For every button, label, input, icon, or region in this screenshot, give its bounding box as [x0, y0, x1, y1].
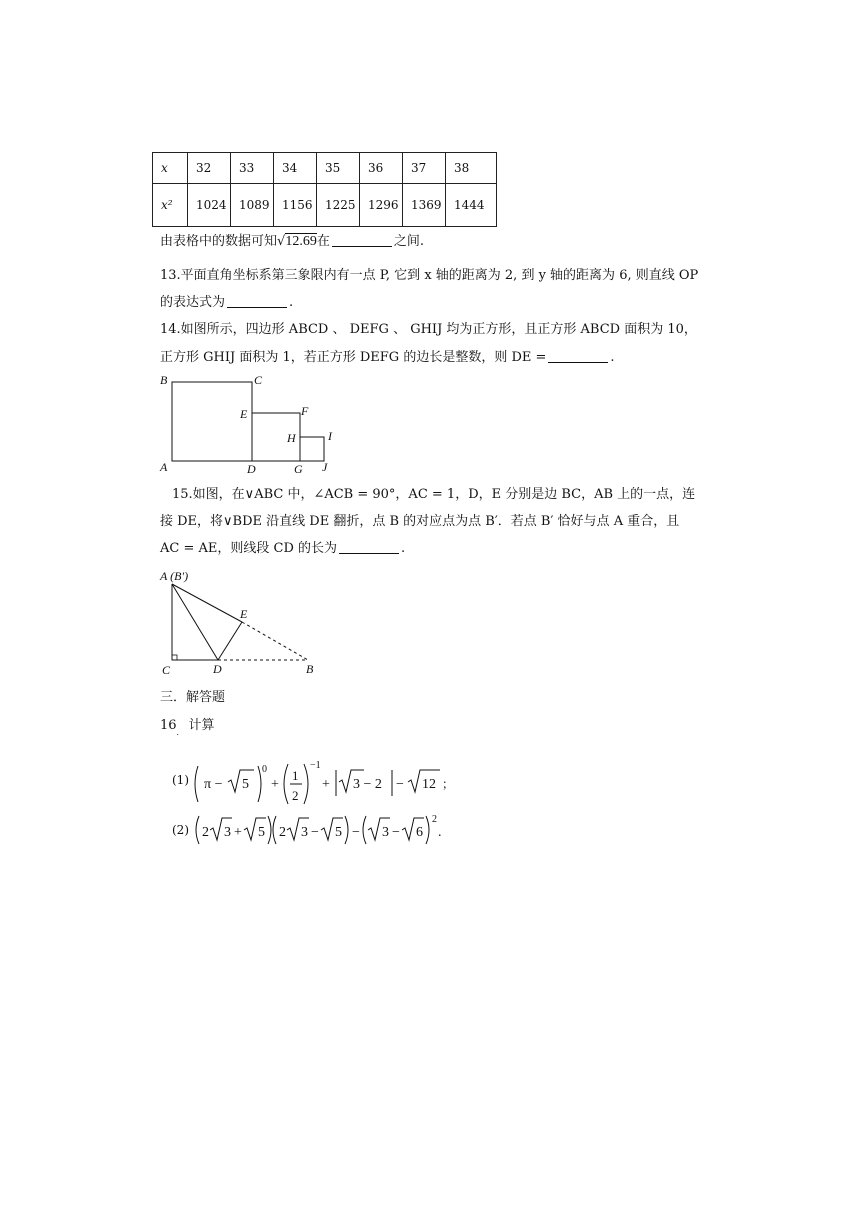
q14-line2: 正方形 GHIJ 面积为 1，若正方形 DEFG 的边长是整数，则 DE = . [160, 350, 615, 365]
table-cell: x [153, 153, 188, 184]
paren-open [284, 764, 288, 804]
svg-text:5: 5 [242, 777, 249, 792]
q16-part1-label: (1) [172, 773, 189, 787]
label-f: F [301, 404, 309, 418]
table-row [153, 184, 497, 227]
svg-text:−: − [311, 825, 319, 840]
formula-2 [196, 810, 456, 850]
svg-text:2: 2 [292, 788, 299, 803]
svg-text:π −: π − [204, 777, 223, 792]
answer-blank[interactable] [227, 295, 287, 308]
svg-text:.: . [438, 825, 442, 840]
paren-open [195, 766, 198, 802]
q14-line1: 14.如图所示，四边形 ABCD 、 DEFG 、 GHIJ 均为正方形，且正方形 ABCD 面积为 10， [160, 322, 697, 337]
svg-text:1: 1 [292, 768, 299, 783]
label-a-b-prime: A (B′) [160, 569, 189, 583]
table-cell: 1024 [188, 184, 231, 227]
sqrt-symbol: √ [277, 234, 286, 249]
triangle-figure [158, 566, 338, 676]
right-angle-mark [172, 655, 177, 660]
label-b: B [160, 373, 168, 387]
svg-text:−: − [352, 825, 360, 840]
answer-blank[interactable] [339, 541, 399, 554]
svg-text:2: 2 [202, 825, 209, 840]
svg-text:+: + [271, 777, 279, 792]
table-cell: 1156 [274, 184, 317, 227]
q16-title: $16_.$ 计算 [160, 718, 215, 737]
table-cell: 32 [188, 153, 231, 184]
segment-de [218, 622, 242, 660]
square-ghij [300, 437, 324, 461]
label-c: C [254, 373, 263, 387]
squares-table [152, 152, 497, 227]
svg-text:；: ； [442, 777, 455, 791]
section-heading: 三．解答题 [160, 690, 226, 705]
formula-1 [196, 756, 456, 806]
svg-text:2: 2 [279, 825, 286, 840]
table-row [153, 153, 497, 184]
svg-text:3 − 2: 3 − 2 [353, 777, 382, 792]
table-cell: 37 [403, 153, 446, 184]
square-abcd [172, 382, 252, 461]
label-d: D [247, 462, 256, 476]
table-cell: 36 [360, 153, 403, 184]
radicand: 12.69 [285, 234, 317, 249]
table-cell: 1089 [231, 184, 274, 227]
label-d: D [213, 662, 222, 676]
svg-text:12: 12 [422, 777, 436, 792]
label-j: J [322, 460, 328, 474]
segment-ad [172, 584, 218, 660]
q15-line2: 接 DE，将∨BDE 沿直线 DE 翻折，点 B 的对应点为点 B′．若点 B′ 恰好与点 A 重合，且 [160, 514, 680, 529]
svg-text:5: 5 [258, 825, 265, 840]
label-a: A [160, 460, 168, 474]
svg-text:+: + [234, 825, 242, 840]
svg-text:3: 3 [382, 825, 389, 840]
table-cell: 1225 [317, 184, 360, 227]
paren-close [304, 764, 308, 804]
label-h: H [287, 431, 296, 445]
table-cell: x² [153, 184, 188, 227]
squares-figure [158, 372, 358, 482]
q15-line1: 15.如图，在∨ABC 中，∠ACB = 90°，AC = 1，D，E 分别是边 BC，AB 上的一点，连 [172, 487, 696, 502]
svg-text:3: 3 [301, 825, 308, 840]
sqrt-5 [228, 770, 254, 792]
table-cell: 34 [274, 153, 317, 184]
svg-text:2: 2 [432, 814, 437, 825]
svg-text:−1: −1 [310, 760, 321, 771]
paren-close [258, 766, 261, 802]
label-c: C [162, 663, 171, 677]
svg-text:−: − [392, 825, 400, 840]
svg-text:−: − [396, 777, 404, 792]
label-e: E [240, 407, 248, 421]
q15-line3: AC = AE，则线段 CD 的长为 . [160, 541, 406, 556]
svg-text:0: 0 [262, 764, 267, 775]
answer-blank[interactable] [548, 350, 608, 363]
label-i: I [328, 429, 332, 443]
table-cell: 35 [317, 153, 360, 184]
q13-line1: 13.平面直角坐标系第三象限内有一点 P, 它到 x 轴的距离为 2, 到 y 轴的距离为 6, 则直线 OP [160, 268, 699, 283]
table-note: 由表格中的数据可知√12.69在 之间. [160, 234, 424, 249]
table-cell: 1369 [403, 184, 446, 227]
table-cell: 1444 [446, 184, 497, 227]
side-ae [172, 584, 242, 622]
label-b: B [306, 662, 314, 676]
answer-blank[interactable] [332, 234, 392, 247]
table-cell: 38 [446, 153, 497, 184]
q13-line2: 的表达式为 . [160, 295, 294, 310]
svg-text:3: 3 [224, 825, 231, 840]
svg-text:+: + [322, 777, 330, 792]
label-g: G [294, 462, 303, 476]
table-cell: 33 [231, 153, 274, 184]
svg-text:6: 6 [416, 825, 423, 840]
q16-part2-label: (2) [172, 823, 189, 837]
table-cell: 1296 [360, 184, 403, 227]
svg-text:5: 5 [335, 825, 342, 840]
side-eb-dashed [242, 622, 308, 660]
label-e: E [240, 607, 248, 621]
